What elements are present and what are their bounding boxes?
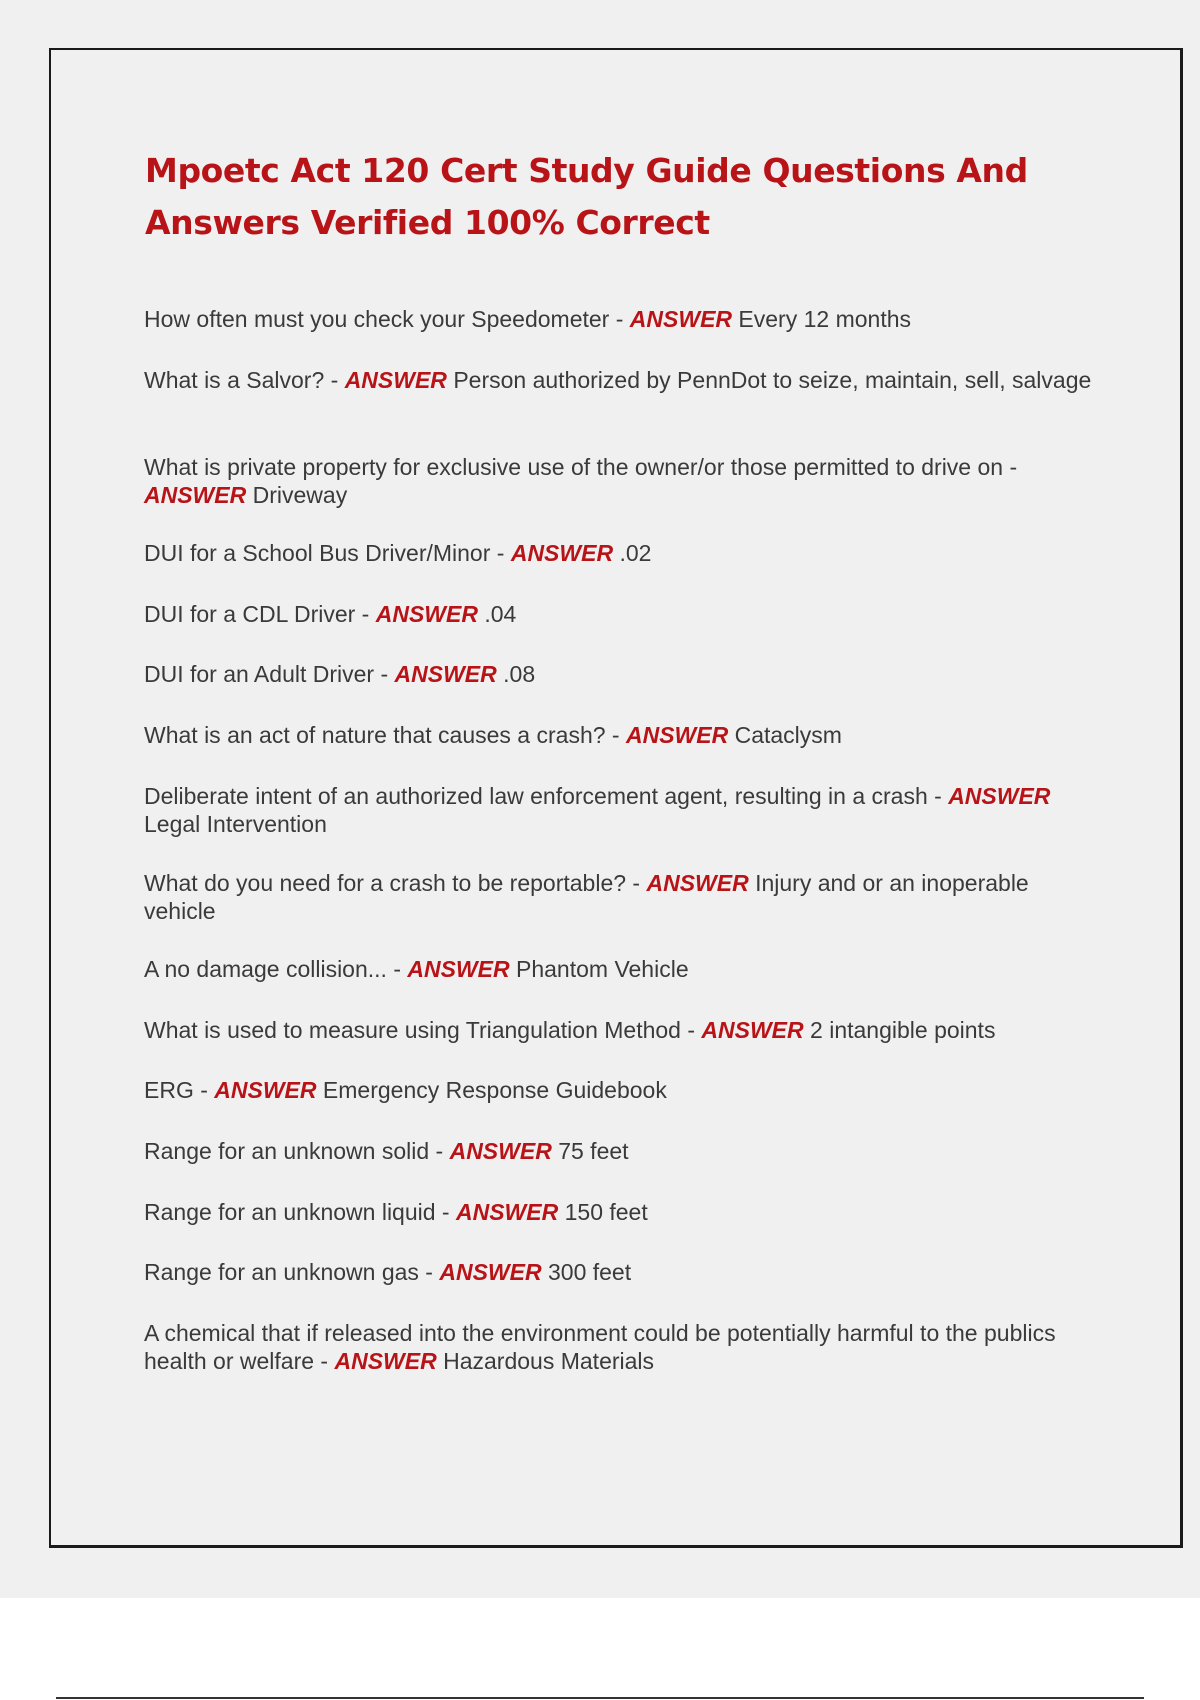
- answer-text: 75 feet: [558, 1138, 629, 1164]
- answer-marker: ANSWER: [701, 1017, 804, 1043]
- answer-marker: ANSWER: [375, 601, 478, 627]
- question-text: A chemical that if released into the environment could be potentially harmful to the publics health or welfare -: [144, 1320, 1056, 1374]
- answer-text: Hazardous Materials: [443, 1348, 655, 1374]
- qa-item: [144, 539, 1104, 567]
- qa-item: [144, 305, 1104, 333]
- question-text: ERG -: [144, 1077, 215, 1103]
- answer-marker: ANSWER: [394, 661, 497, 687]
- qa-item: [144, 600, 1104, 628]
- answer-text: Person authorized by PennDot to seize, maintain, sell, salvage: [453, 367, 1092, 393]
- qa-item: [144, 782, 1104, 838]
- qa-item: [144, 1137, 1104, 1165]
- question-text: Range for an unknown liquid -: [144, 1199, 456, 1225]
- answer-text: Driveway: [252, 482, 348, 508]
- answer-text: 2 intangible points: [810, 1017, 996, 1043]
- qa-item: [144, 660, 1104, 688]
- answer-text: .08: [503, 661, 536, 687]
- question-text: Deliberate intent of an authorized law enforcement agent, resulting in a crash -: [144, 783, 949, 809]
- qa-item: [144, 453, 1104, 509]
- answer-text: 300 feet: [547, 1259, 632, 1285]
- qa-item: [144, 1258, 1104, 1286]
- question-text: What do you need for a crash to be reportable? -: [144, 870, 647, 896]
- answer-marker: ANSWER: [144, 482, 247, 508]
- qa-item: [144, 1076, 1104, 1104]
- question-text: DUI for a School Bus Driver/Minor -: [144, 540, 511, 566]
- qa-item: [144, 955, 1104, 983]
- question-text: How often must you check your Speedometer -: [144, 306, 630, 332]
- answer-text: Emergency Response Guidebook: [322, 1077, 667, 1103]
- answer-text: Phantom Vehicle: [516, 956, 689, 982]
- question-text: What is a Salvor? -: [144, 367, 345, 393]
- question-text: What is used to measure using Triangulation Method -: [144, 1017, 702, 1043]
- qa-item: [144, 869, 1104, 925]
- answer-text: Injury and or an inoperable vehicle: [144, 870, 1029, 924]
- answer-marker: ANSWER: [510, 540, 614, 566]
- answer-marker: ANSWER: [407, 956, 510, 982]
- answer-text: Cataclysm: [734, 722, 842, 748]
- answer-text: Every 12 months: [738, 306, 912, 332]
- qa-item: [144, 1016, 1104, 1044]
- question-text: Range for an unknown gas -: [144, 1259, 440, 1285]
- answer-marker: ANSWER: [439, 1259, 542, 1285]
- question-text: What is private property for exclusive use of the owner/or those permitted to drive on -: [144, 454, 1018, 480]
- answer-marker: ANSWER: [625, 722, 729, 748]
- qa-item: [144, 366, 1104, 394]
- qa-item: [144, 721, 1104, 749]
- question-text: What is an act of nature that causes a crash? -: [144, 722, 626, 748]
- question-text: DUI for an Adult Driver -: [144, 661, 395, 687]
- footer-rule: [56, 1697, 1144, 1699]
- qa-item: [144, 1319, 1104, 1375]
- answer-marker: ANSWER: [449, 1138, 552, 1164]
- qa-item: [144, 1198, 1104, 1226]
- question-text: A no damage collision... -: [144, 956, 408, 982]
- question-text: Range for an unknown solid -: [144, 1138, 450, 1164]
- answer-text: 150 feet: [564, 1199, 648, 1225]
- answer-marker: ANSWER: [344, 367, 447, 393]
- answer-marker: ANSWER: [629, 306, 733, 332]
- question-text: DUI for a CDL Driver -: [144, 601, 376, 627]
- answer-marker: ANSWER: [646, 870, 749, 896]
- answer-marker: ANSWER: [948, 783, 1051, 809]
- answer-marker: ANSWER: [334, 1348, 437, 1374]
- answer-text: .02: [619, 540, 652, 566]
- answer-text: .04: [484, 601, 517, 627]
- answer-marker: ANSWER: [455, 1199, 559, 1225]
- answer-text: Legal Intervention: [144, 811, 327, 837]
- answer-marker: ANSWER: [214, 1077, 317, 1103]
- document-title: Mpoetc Act 120 Cert Study Guide Questions And Answers Verified 100% Correct: [145, 151, 1028, 242]
